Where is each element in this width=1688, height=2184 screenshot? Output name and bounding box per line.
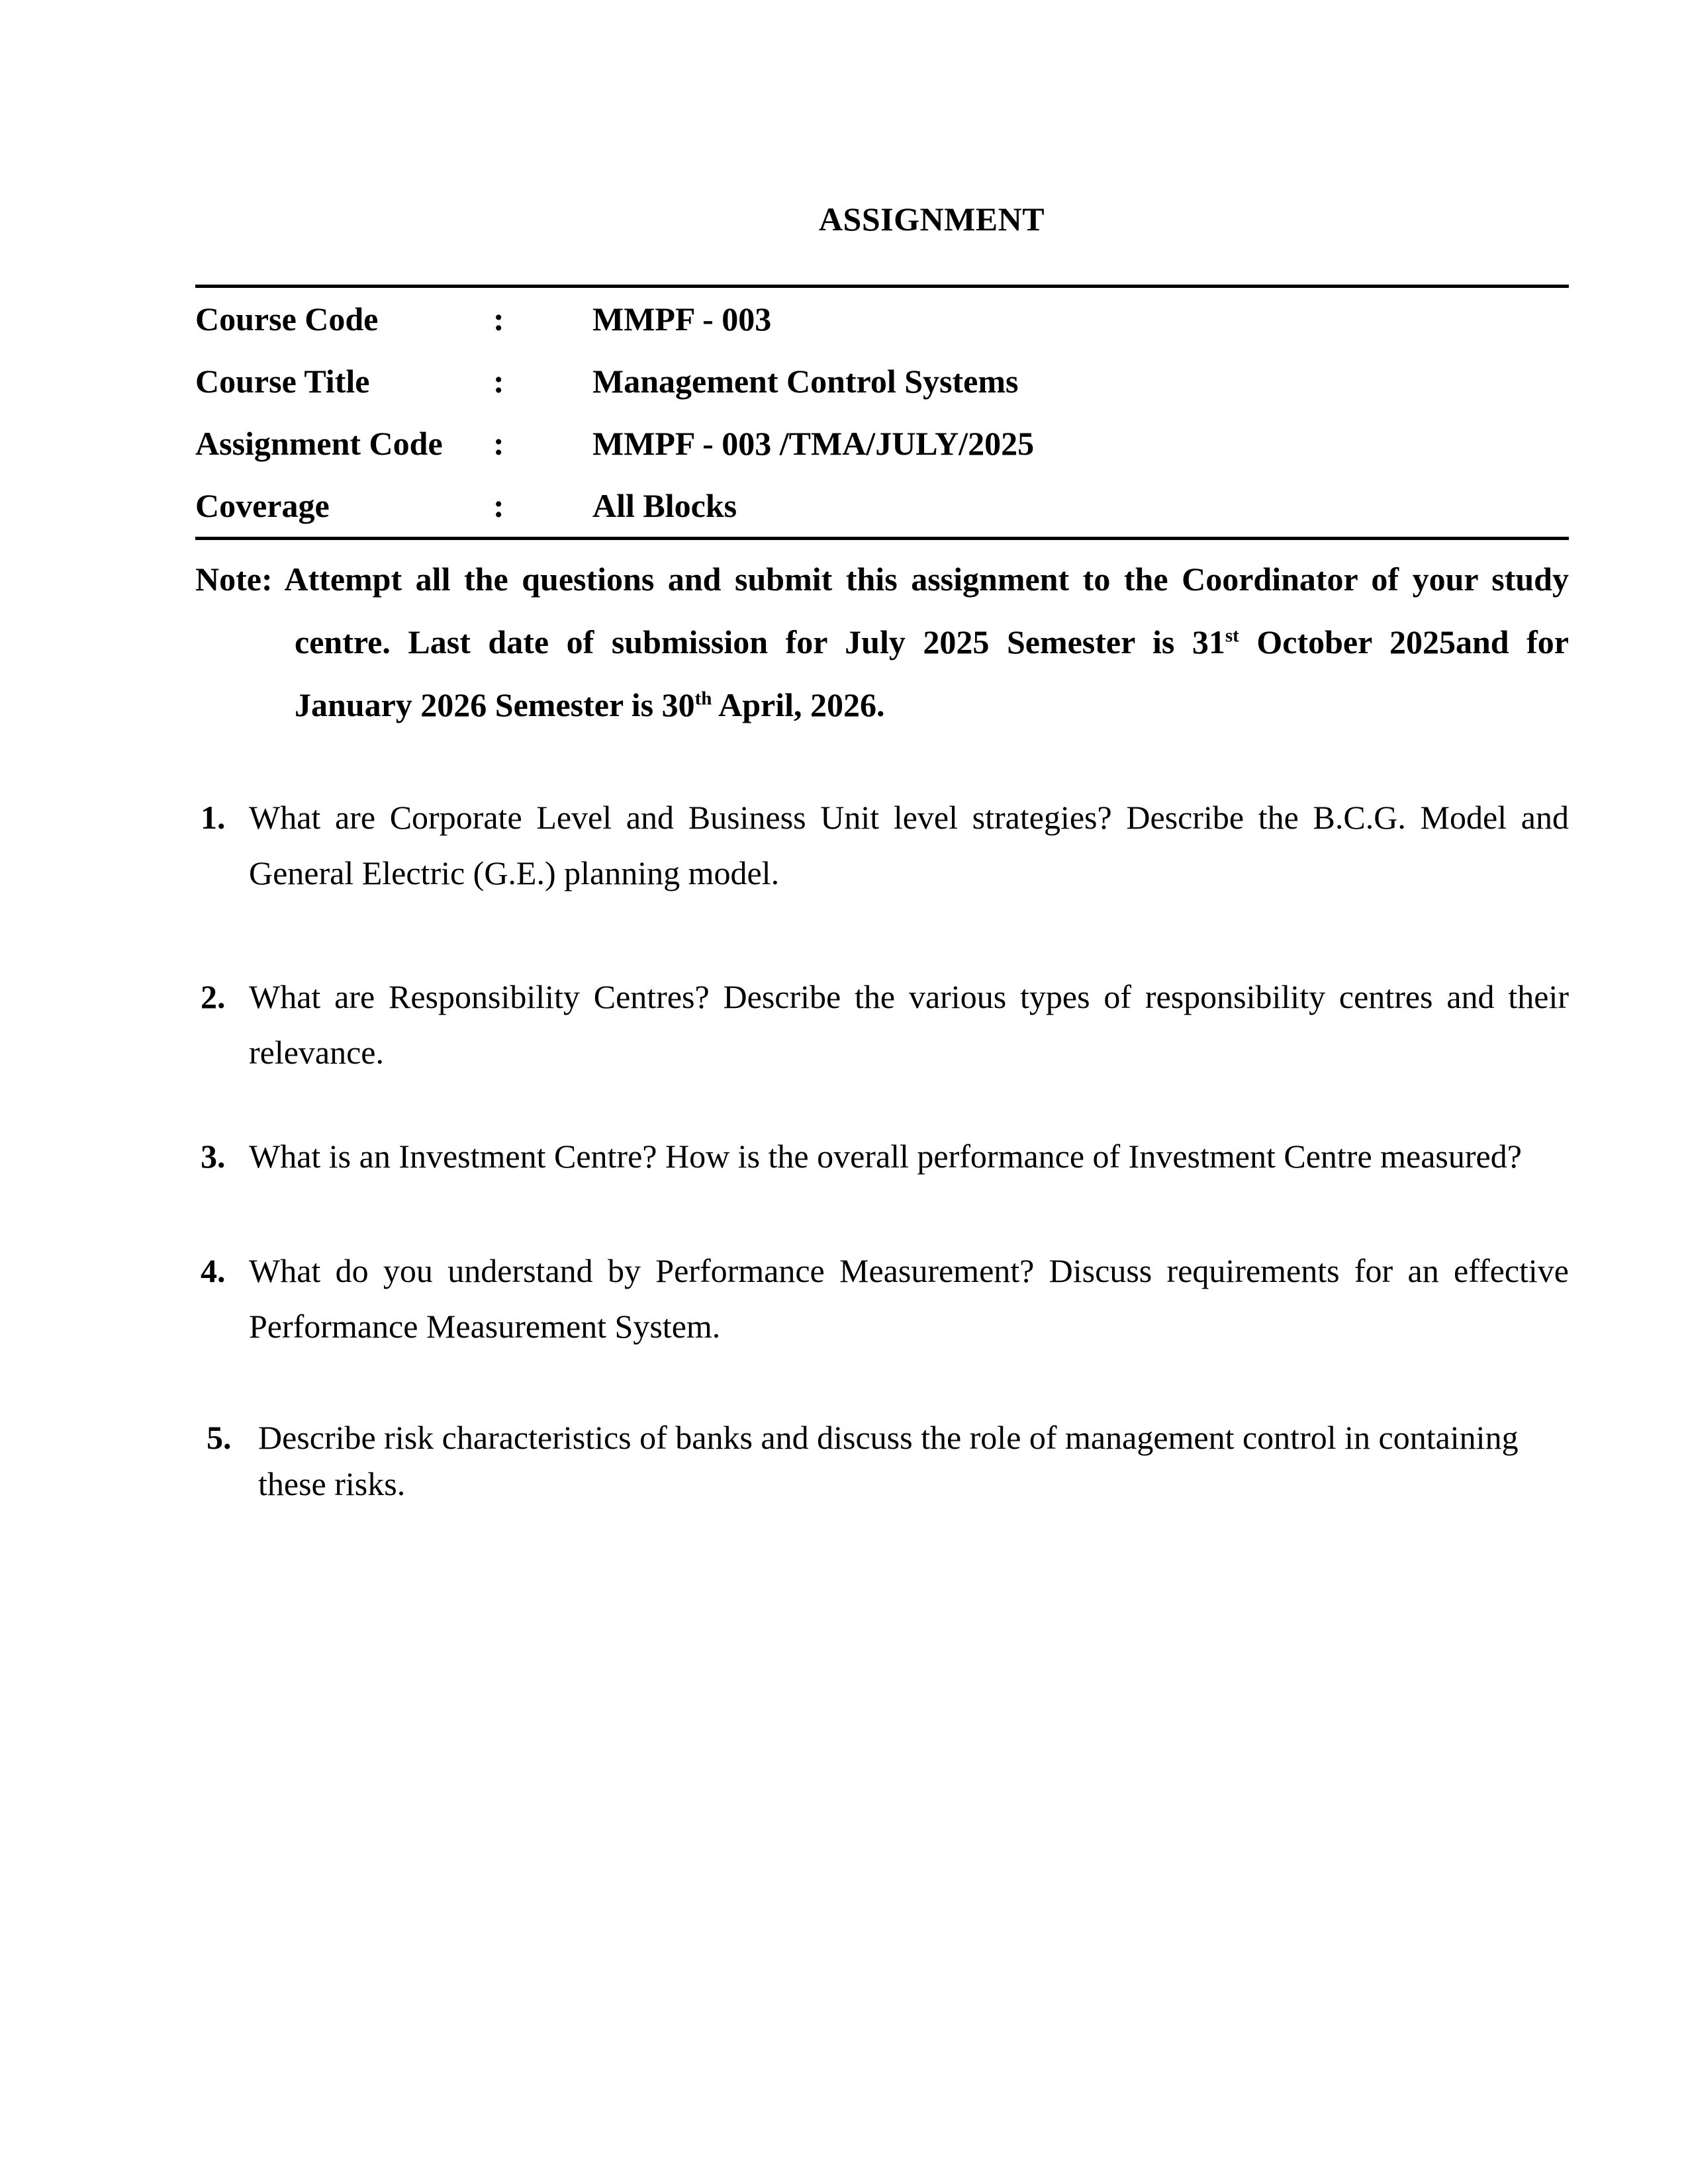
- submission-note: [195, 548, 1569, 737]
- row-value: Management Control Systems: [592, 363, 1019, 400]
- row-colon-separator: :: [493, 300, 504, 338]
- question-3: [201, 1128, 1569, 1184]
- table-row-assignment-code: [195, 412, 1569, 475]
- page-title: ASSIGNMENT: [818, 201, 1045, 238]
- question-2-number: 2.: [201, 978, 226, 1015]
- question-2: [201, 969, 1569, 1080]
- question-5: [207, 1414, 1569, 1507]
- row-label: Course Title: [195, 363, 370, 400]
- row-value: MMPF - 003: [592, 300, 772, 338]
- question-3-text: What is an Investment Centre? How is the overall performance of Investment Centre measured?: [249, 1138, 1522, 1175]
- row-label: Coverage: [195, 487, 330, 524]
- table-row-course-title: [195, 350, 1569, 412]
- row-colon-separator: :: [493, 425, 504, 462]
- table-row-course-code: [195, 288, 1569, 350]
- question-2-text: What are Responsibility Centres? Describe the various types of responsibility centres and their relevance.: [249, 978, 1569, 1071]
- question-4-number: 4.: [201, 1252, 226, 1289]
- note-ordinal-superscript-st: st: [1225, 625, 1239, 647]
- course-info-table: [195, 285, 1569, 540]
- row-colon-separator: :: [493, 487, 504, 524]
- note-ordinal-superscript-th: th: [694, 688, 712, 709]
- question-1-number: 1.: [201, 799, 226, 836]
- question-1-text: What are Corporate Level and Business Unit level strategies? Describe the B.C.G. Model and General Electric (G.E.) planning model.: [249, 799, 1569, 891]
- question-5-text: Describe risk characteristics of banks and discuss the role of management control in containing these risks.: [258, 1419, 1519, 1502]
- row-label: Assignment Code: [195, 425, 443, 462]
- row-value: MMPF - 003 /TMA/JULY/2025: [592, 425, 1035, 462]
- row-label: Course Code: [195, 300, 379, 338]
- note-text-part-3: April, 2026.: [712, 686, 885, 723]
- row-colon-separator: :: [493, 363, 504, 400]
- row-value: All Blocks: [592, 487, 737, 524]
- note-text-part-1: Attempt all the questions and submit this assignment to the Coordinator of your study centre. Last date of submission for July 2025 Semester is 31: [272, 561, 1569, 660]
- question-4-text: What do you understand by Performance Measurement? Discuss requirements for an effective Performance Measurement System.: [249, 1252, 1569, 1345]
- question-1: [201, 790, 1569, 901]
- question-3-number: 3.: [201, 1138, 226, 1175]
- question-4: [201, 1243, 1569, 1354]
- table-row-coverage: [195, 475, 1569, 537]
- question-5-number: 5.: [207, 1419, 232, 1456]
- note-text-part-2: October 2025and for January 2026 Semester is 30: [295, 623, 1570, 723]
- note-prefix: Note:: [195, 561, 273, 598]
